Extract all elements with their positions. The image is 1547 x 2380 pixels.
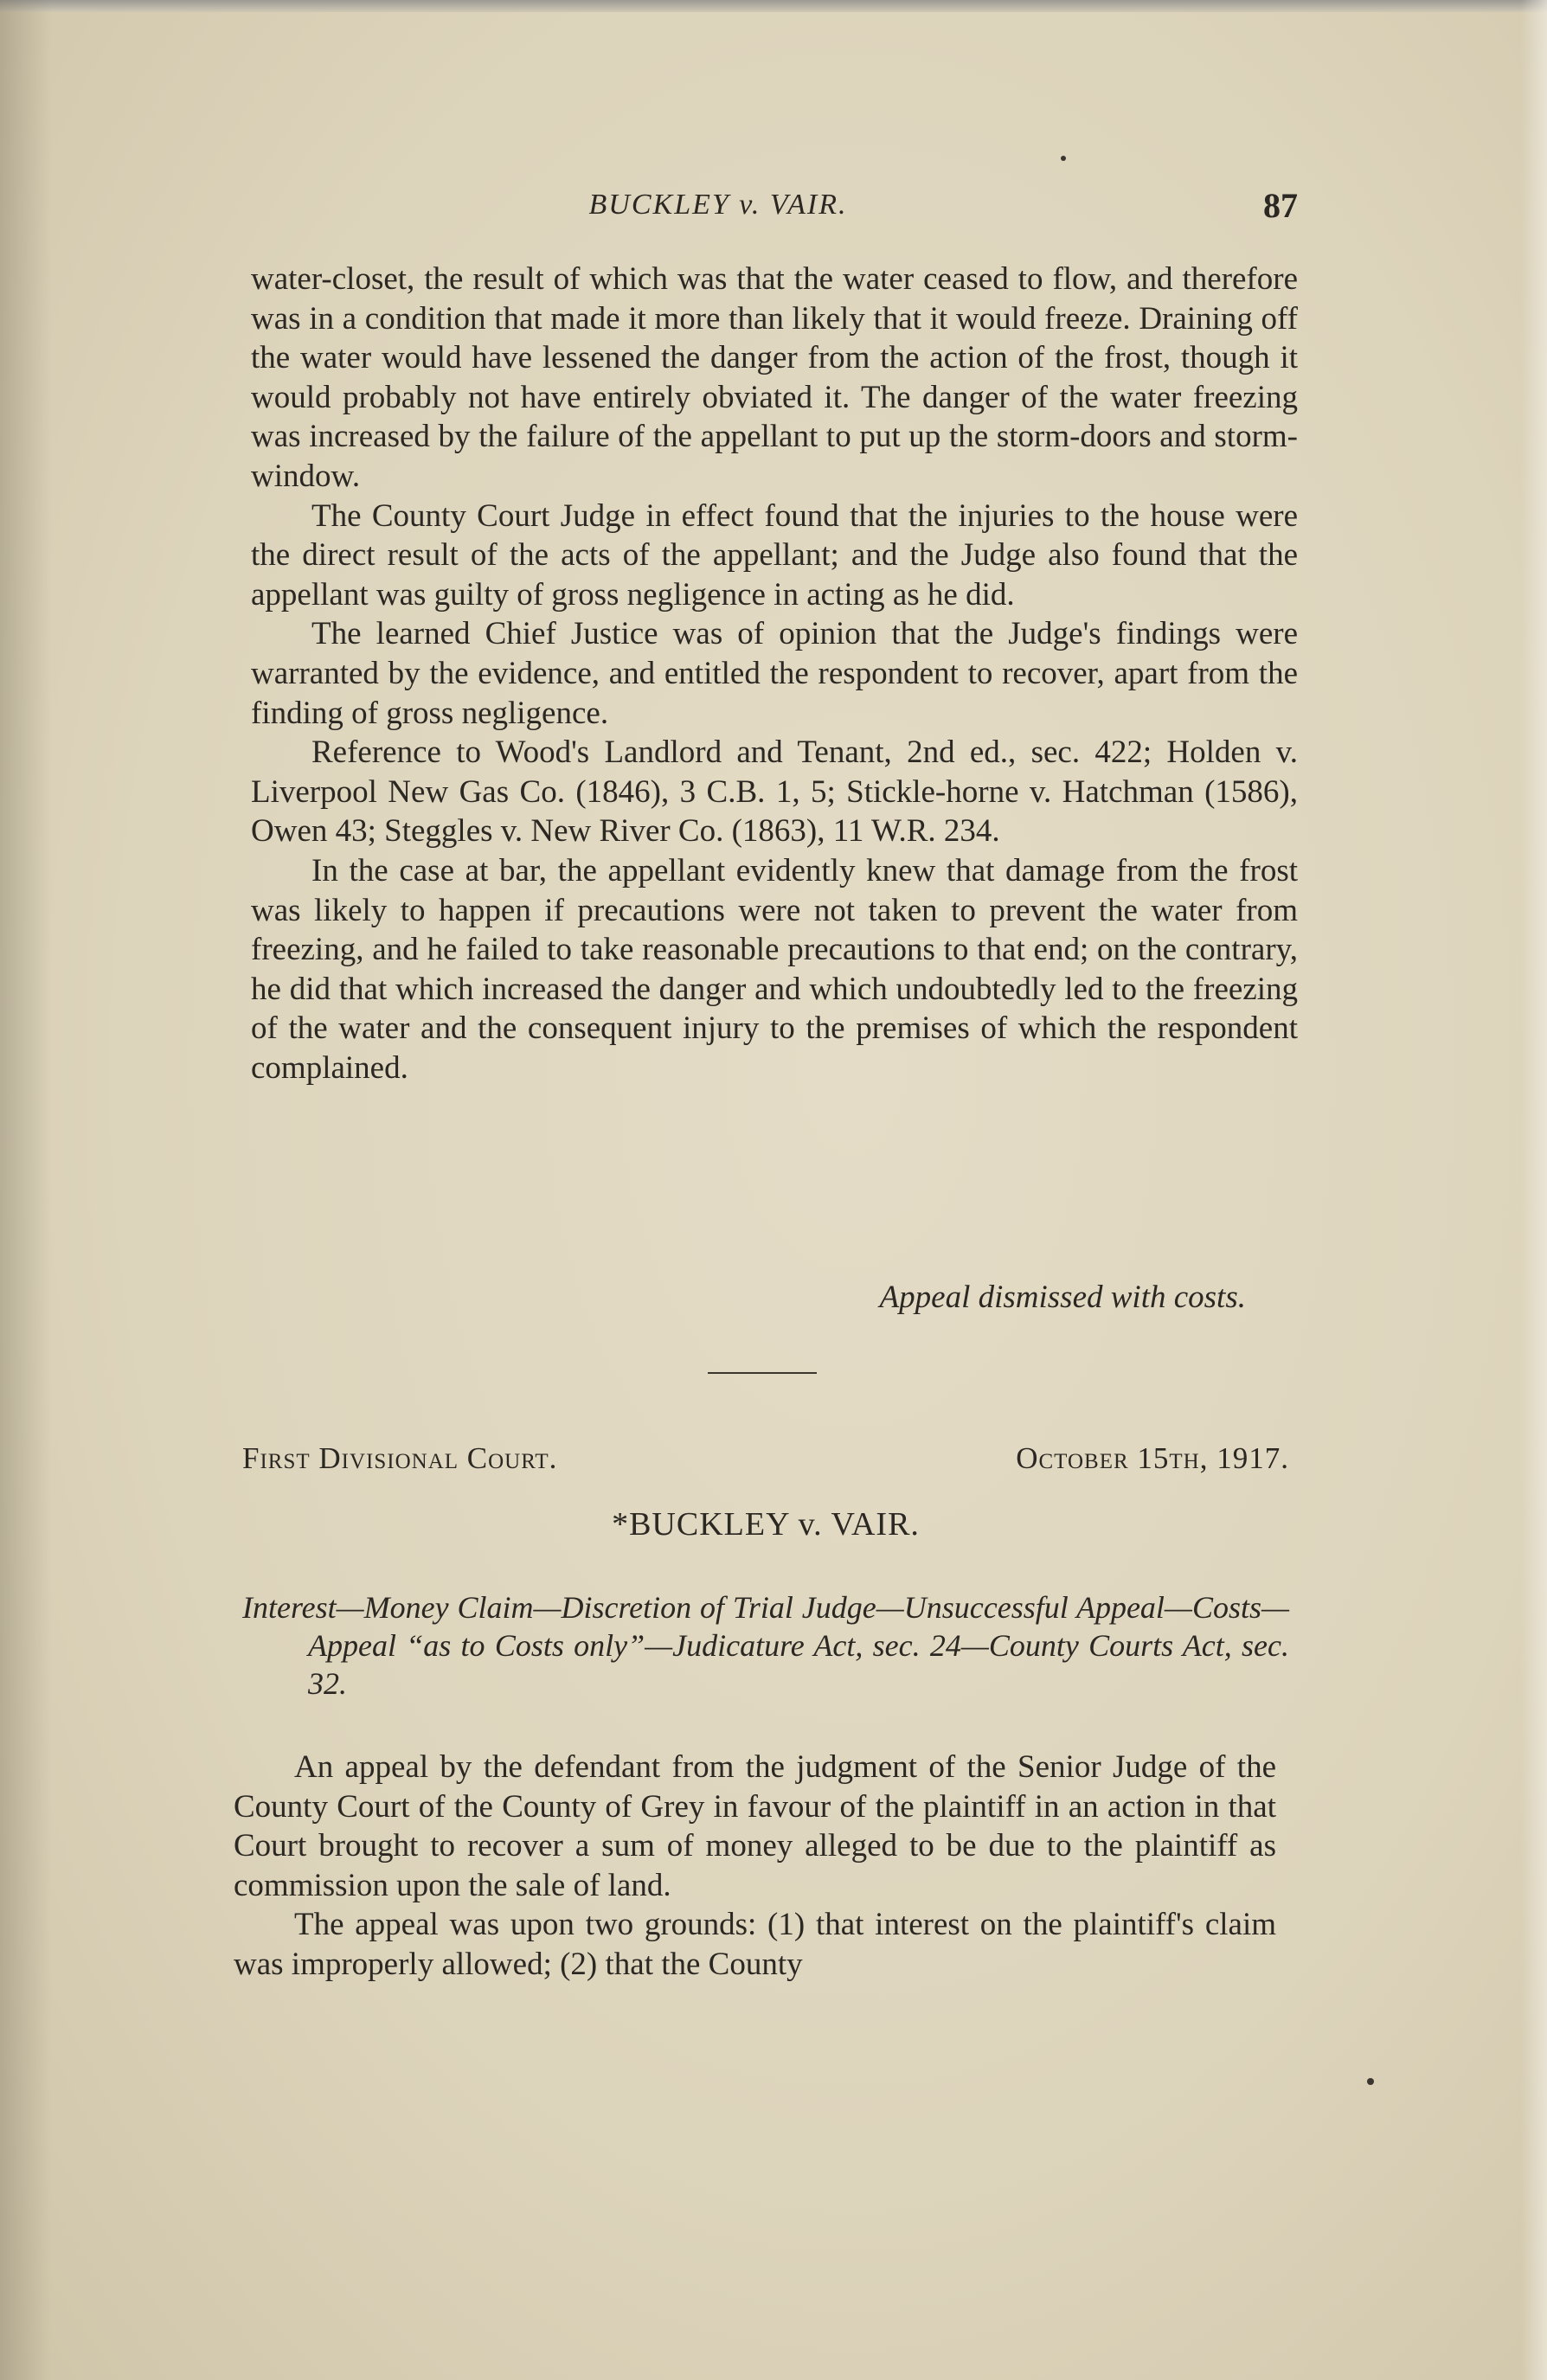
binding-shadow bbox=[0, 0, 52, 2380]
paragraph: An appeal by the defendant from the judgment of the Senior Judge of the County Court of the County of Grey in favour of the plaintiff in an action in that Court brought to recover a sum of money alleged to be due to the plaintiff as commission upon the sale of land. bbox=[234, 1749, 1276, 1903]
paper-speck bbox=[1061, 156, 1066, 161]
paragraph: Reference to Wood's Landlord and Tenant, 2nd ed., sec. 422; Holden v. Liverpool New Gas Co. (1846), 3 C.B. 1, 5; Stickle-horne v. Hatchman (1586), Owen 43; Steggles v. New River Co. (1863), 11 W.R. 234. bbox=[251, 735, 1298, 850]
page-header bbox=[251, 185, 1305, 228]
paragraph: The appeal was upon two grounds: (1) that interest on the plaintiff's claim was improperly allowed; (2) that the County bbox=[234, 1907, 1276, 1982]
headnote bbox=[242, 1588, 1289, 1703]
court-date: October 15th, 1917. bbox=[1016, 1441, 1289, 1475]
court-line bbox=[242, 1441, 1289, 1485]
page-top-edge bbox=[0, 0, 1547, 12]
paragraph: The learned Chief Justice was of opinion that the Judge's findings were warranted by the evidence, and entitled the respondent to recover, apart from the finding of gross negligence. bbox=[251, 616, 1298, 731]
running-head: BUCKLEY v. VAIR. bbox=[588, 189, 848, 221]
page-right-edge bbox=[1521, 0, 1547, 2380]
disposition: Appeal dismissed with costs. bbox=[879, 1280, 1246, 1315]
paragraph: The County Court Judge in effect found that the injuries to the house were the direct result of the acts of the appellant; and the Judge also found that the appellant was guilty of gross negligence in acting as he did. bbox=[251, 497, 1298, 613]
paragraph: water-closet, the result of which was that the water ceased to flow, and therefore was in a condition that made it more than likely that it would freeze. Draining off the water would have lessened the danger from the action of the frost, though it would probably not have entirely obviated it. The danger of the water freezing was increased by the failure of the appellant to put up the storm-doors and storm-window. bbox=[251, 261, 1298, 494]
judgment-text bbox=[251, 260, 1298, 1087]
case-title: *BUCKLEY v. VAIR. bbox=[612, 1506, 920, 1543]
paper-speck bbox=[1367, 2078, 1374, 2085]
paragraph: In the case at bar, the appellant evidently knew that damage from the frost was likely to happen if precautions were not taken to prevent the water from freezing, and he failed to take reasonable precautions to that end; on the contrary, he did that which increased the danger and which undoubtedly led to the freezing of the water and the consequent injury to the premises of which the respondent complained. bbox=[251, 852, 1298, 1086]
page-number: 87 bbox=[1263, 186, 1298, 225]
case-text bbox=[234, 1748, 1276, 1985]
section-divider bbox=[708, 1372, 817, 1374]
court-name: First Divisional Court. bbox=[242, 1441, 558, 1475]
headnote-text: Interest—Money Claim—Discretion of Trial Judge—Unsuccessful Appeal—Costs—Appeal “as to Costs only”—Judicature Act, sec. 24—County Courts Act, sec. 32. bbox=[242, 1590, 1289, 1701]
